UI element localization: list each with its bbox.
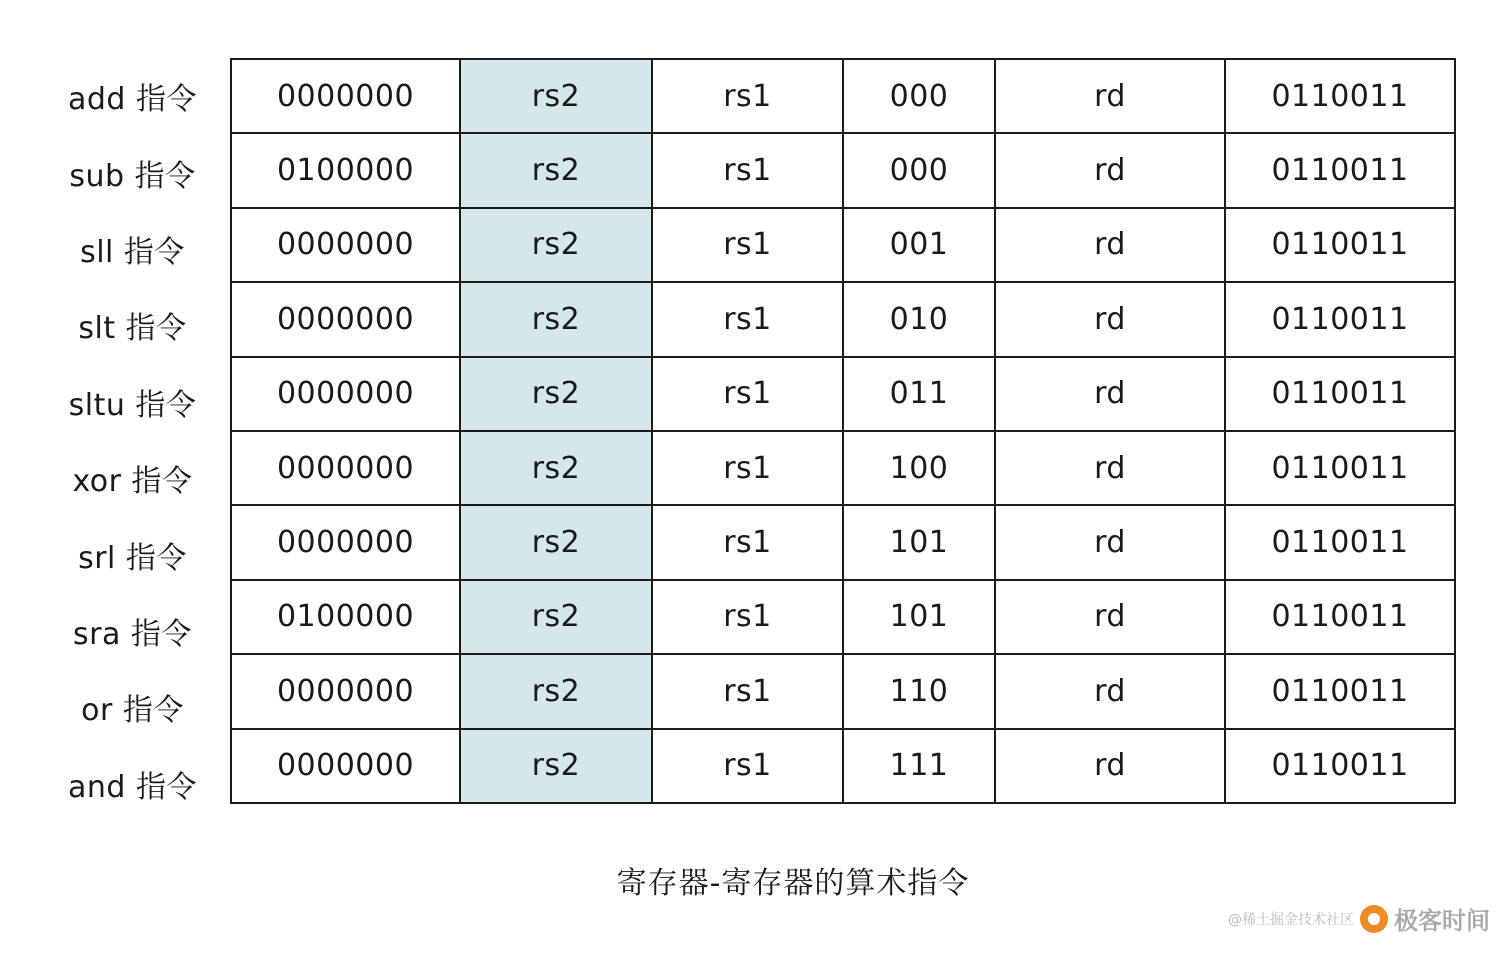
table-row: [231, 133, 1455, 207]
instruction-label: add 指令: [67, 82, 197, 118]
opcode-cell: 0110011: [1225, 431, 1455, 505]
opcode-cell: 0110011: [1225, 59, 1455, 133]
table-row: [231, 59, 1455, 133]
funct7-cell: 0000000: [231, 654, 460, 728]
watermark: [1228, 901, 1490, 936]
instruction-encoding-table: [230, 58, 1456, 804]
rs1-cell: rs1: [652, 729, 843, 803]
table-row: [231, 729, 1455, 803]
funct3-cell: 110: [843, 654, 995, 728]
funct7-cell: 0000000: [231, 282, 460, 356]
rs2-cell: rs2: [460, 59, 652, 133]
funct3-cell: 011: [843, 357, 995, 431]
rs1-cell: rs1: [652, 133, 843, 207]
table-row: [231, 208, 1455, 282]
table-row: [231, 282, 1455, 356]
table-row: [231, 580, 1455, 654]
rs1-cell: rs1: [652, 505, 843, 579]
instruction-label: sra 指令: [73, 616, 192, 652]
rs2-cell: rs2: [460, 133, 652, 207]
rd-cell: rd: [995, 282, 1225, 356]
opcode-cell: 0110011: [1225, 208, 1455, 282]
instruction-label-column: [40, 58, 225, 822]
instruction-label: or 指令: [81, 693, 184, 729]
funct7-cell: 0100000: [231, 133, 460, 207]
opcode-cell: 0110011: [1225, 654, 1455, 728]
opcode-cell: 0110011: [1225, 282, 1455, 356]
rs2-cell: rs2: [460, 282, 652, 356]
funct7-cell: 0000000: [231, 431, 460, 505]
table-row: [231, 654, 1455, 728]
funct3-cell: 001: [843, 208, 995, 282]
instruction-label: and 指令: [68, 769, 197, 805]
rs2-cell: rs2: [460, 654, 652, 728]
rd-cell: rd: [995, 59, 1225, 133]
rs2-cell: rs2: [460, 357, 652, 431]
figure-caption: 寄存器-寄存器的算术指令: [616, 866, 970, 901]
funct3-cell: 111: [843, 729, 995, 803]
rs1-cell: rs1: [652, 59, 843, 133]
rd-cell: rd: [995, 431, 1225, 505]
instruction-label: sub 指令: [69, 158, 196, 194]
table-row: [231, 505, 1455, 579]
watermark-handle: @稀土掘金技术社区: [1228, 911, 1354, 928]
funct7-cell: 0000000: [231, 357, 460, 431]
rs1-cell: rs1: [652, 282, 843, 356]
rd-cell: rd: [995, 133, 1225, 207]
rd-cell: rd: [995, 505, 1225, 579]
table-row: [231, 357, 1455, 431]
funct3-cell: 101: [843, 580, 995, 654]
rs2-cell: rs2: [460, 208, 652, 282]
funct7-cell: 0000000: [231, 59, 460, 133]
funct7-cell: 0000000: [231, 505, 460, 579]
rd-cell: rd: [995, 729, 1225, 803]
instruction-label: sltu 指令: [68, 387, 197, 423]
opcode-cell: 0110011: [1225, 133, 1455, 207]
instruction-label: srl 指令: [78, 540, 187, 576]
funct3-cell: 100: [843, 431, 995, 505]
geektime-logo-icon: [1360, 905, 1388, 933]
rs2-cell: rs2: [460, 580, 652, 654]
rs1-cell: rs1: [652, 357, 843, 431]
rs2-cell: rs2: [460, 729, 652, 803]
instruction-label: xor 指令: [72, 464, 193, 500]
rs1-cell: rs1: [652, 654, 843, 728]
rd-cell: rd: [995, 357, 1225, 431]
rd-cell: rd: [995, 208, 1225, 282]
rd-cell: rd: [995, 580, 1225, 654]
rs1-cell: rs1: [652, 208, 843, 282]
opcode-cell: 0110011: [1225, 505, 1455, 579]
rs1-cell: rs1: [652, 431, 843, 505]
rs2-cell: rs2: [460, 431, 652, 505]
instruction-label: sll 指令: [80, 234, 185, 270]
rd-cell: rd: [995, 654, 1225, 728]
opcode-cell: 0110011: [1225, 729, 1455, 803]
funct7-cell: 0000000: [231, 729, 460, 803]
funct3-cell: 000: [843, 133, 995, 207]
instruction-label: slt 指令: [78, 311, 187, 347]
funct7-cell: 0000000: [231, 208, 460, 282]
opcode-cell: 0110011: [1225, 357, 1455, 431]
opcode-cell: 0110011: [1225, 580, 1455, 654]
rs2-cell: rs2: [460, 505, 652, 579]
funct3-cell: 000: [843, 59, 995, 133]
funct3-cell: 101: [843, 505, 995, 579]
rs1-cell: rs1: [652, 580, 843, 654]
funct7-cell: 0100000: [231, 580, 460, 654]
watermark-brand: 极客时间: [1394, 907, 1490, 935]
funct3-cell: 010: [843, 282, 995, 356]
table-row: [231, 431, 1455, 505]
